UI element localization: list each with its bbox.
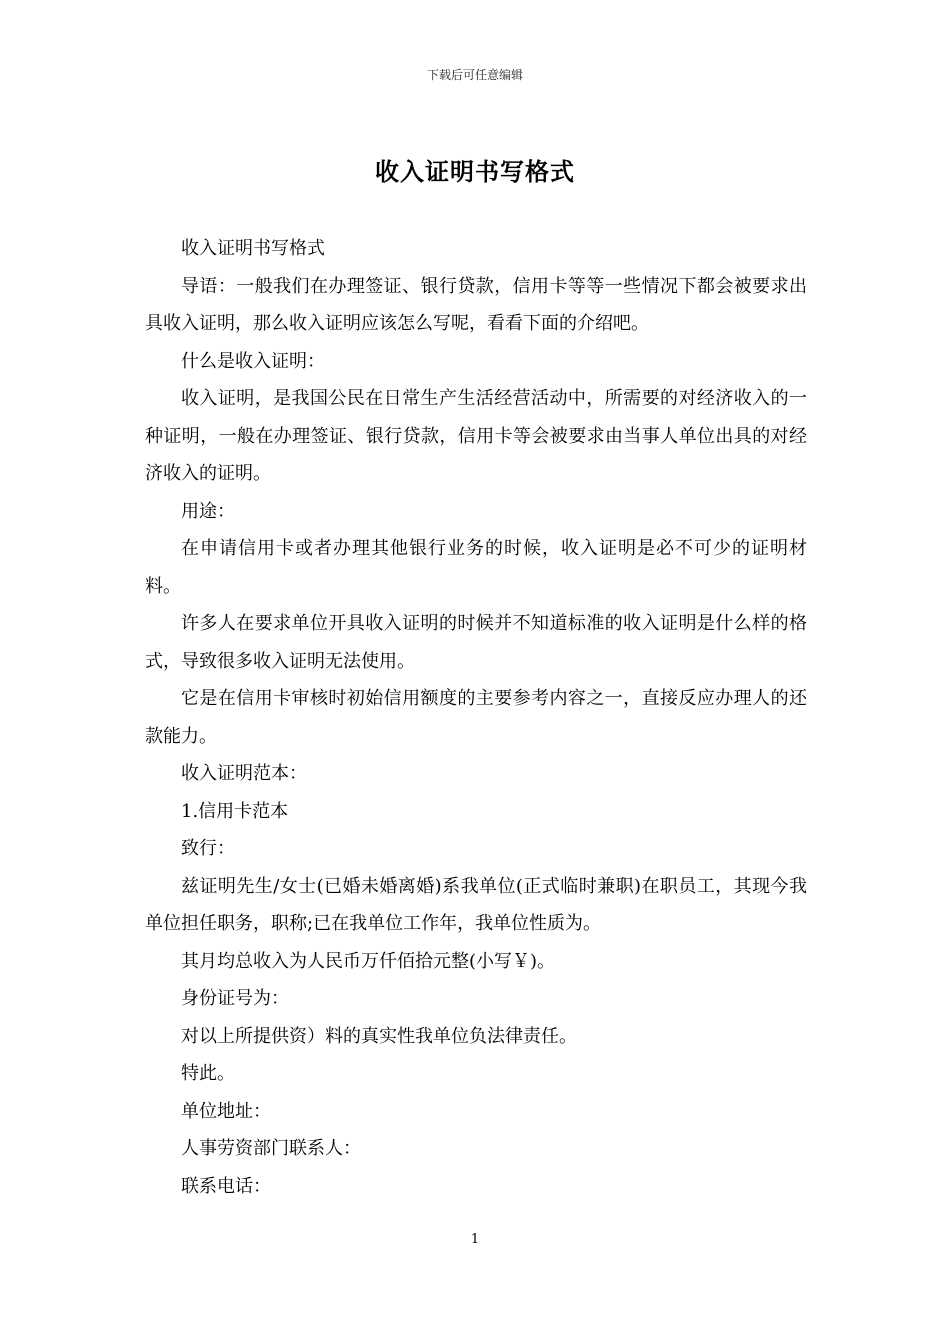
paragraph: 特此。 [181,1063,235,1084]
paragraph: 身份证号为： [181,988,289,1009]
paragraph: 它是在信用卡审核时初始信用额度的主要参考内容之一，直接反应办理人的还款能力。 [145,688,807,747]
paragraph: 什么是收入证明： [181,350,325,372]
paragraph: 致行： [181,838,235,859]
paragraph: 收入证明书写格式 [181,238,325,259]
paragraph: 收入证明，是我国公民在日常生产生活经营活动中，所需要的对经济收入的一种证明，一般在办理签证、银行贷款，信用卡等会被要求由当事人单位出具的对经济收入的证明。 [145,388,807,484]
paragraph: 导语：一般我们在办理签证、银行贷款，信用卡等等一些情况下都会被要求出具收入证明，那么收入证明应该怎么写呢，看看下面的介绍吧。 [145,275,807,334]
paragraph: 用途： [181,500,235,522]
paragraph: 兹证明先生/女士(已婚未婚离婚)系我单位(正式临时兼职)在职员工，其现今我单位担任职务，职称;已在我单位工作年，我单位性质为。 [145,875,807,934]
paragraph: 人事劳资部门联系人： [181,1138,361,1159]
paragraph: 收入证明范本： [181,763,307,784]
header-note: 下载后可任意编辑 [426,68,523,82]
paragraph: 单位地址： [181,1100,271,1122]
paragraph: 1.信用卡范本 [181,800,289,822]
paragraph: 其月均总收入为人民币万仟佰拾元整(小写￥)。 [181,950,556,972]
page-number: 1 [470,1232,480,1247]
paragraph: 对以上所提供资）料的真实性我单位负法律责任。 [181,1025,577,1047]
paragraph: 联系电话： [181,1175,271,1197]
document-body [145,230,807,1205]
paragraph: 在申请信用卡或者办理其他银行业务的时候，收入证明是必不可少的证明材料。 [145,538,807,597]
document-title: 收入证明书写格式 [375,157,575,186]
paragraph: 许多人在要求单位开具收入证明的时候并不知道标准的收入证明是什么样的格式，导致很多收入证明无法使用。 [145,613,807,672]
